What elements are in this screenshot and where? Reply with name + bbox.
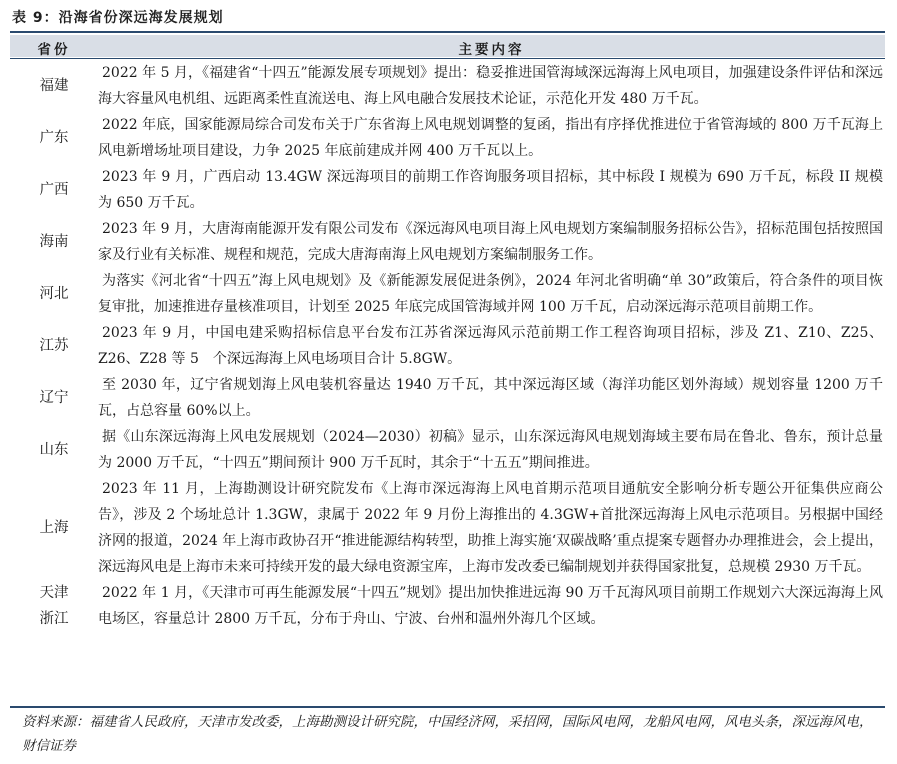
header-rule: [10, 58, 885, 59]
province-name: 天津: [39, 585, 69, 601]
province-cell: [10, 164, 98, 216]
province-name: 海南: [39, 234, 69, 250]
table-row-liaoning: [10, 372, 885, 424]
content-cell: 为落实《河北省“十四五”海上风电规划》及《新能源发展促进条例》，2024 年河北省明确“单 30”政策后，符合条件的项目恢复审批，加速推进存量核准项目，计划至 2025 年底完成国管海域并网 100 万千瓦，启动深远海示范项目前期工作。: [98, 273, 883, 315]
province-name: 辽宁: [39, 390, 69, 406]
content-cell: 2022 年底，国家能源局综合司发布关于广东省海上风电规划调整的复函，指出有序择优推进位于省管海域的 800 万千瓦海上风电新增场址项目建设，力争 2025 年底前建成并网 400 万千瓦以上。: [98, 117, 883, 159]
province-name: 广东: [39, 130, 69, 146]
content-cell: 2023 年 9 月，中国电建采购招标信息平台发布江苏省深远海风示范前期工作工程咨询项目招标，涉及 Z1、Z10、Z25、Z26、Z28 等 5 个深远海海上风电场项目合计 5.8GW。: [98, 325, 883, 367]
table-title: 表 9：沿海省份深远海发展规划: [12, 10, 224, 26]
header-province: 省份: [37, 42, 71, 58]
table-row-jiangsu: [10, 320, 885, 372]
table-row-fujian: [10, 60, 885, 112]
content-cell: 2022 年 1 月，《天津市可再生能源发展“十四五”规划》提出加快推进远海 90 万千瓦海风项目前期工作规划六大深远海海上风电场区，容量总计 2800 万千瓦，分布于舟山、宁波、台州和温州外海几个区域。: [98, 585, 883, 627]
content-cell: 据《山东深远海海上风电发展规划（2024—2030）初稿》显示，山东深远海风电规划海域主要布局在鲁北、鲁东，预计总量为 2000 万千瓦，“十四五”期间预计 900 万千瓦时，其余于“十五五”期间推进。: [98, 429, 883, 471]
province-cell: [10, 216, 98, 268]
table-row-guangxi: [10, 164, 885, 216]
table-bottom-rule: [10, 706, 885, 708]
province-cell: [10, 580, 98, 632]
table-top-rule: [10, 31, 885, 33]
content-cell: 至 2030 年，辽宁省规划海上风电装机容量达 1940 万千瓦，其中深远海区域（海洋功能区划外海域）规划容量 1200 万千瓦，占总容量 60%以上。: [98, 377, 883, 419]
province-name: 福建: [39, 78, 69, 94]
province-name: 上海: [39, 520, 69, 536]
content-cell: 2022 年 5 月，《福建省“十四五”能源发展专项规划》提出：稳妥推进国管海域深远海海上风电项目，加强建设条件评估和深远海大容量风电机组、远距离柔性直流送电、海上风电融合发展技术论证，示范化开发 480 万千瓦。: [98, 65, 883, 107]
province-name: 江苏: [39, 338, 69, 354]
province-cell: [10, 268, 98, 320]
table-header: [10, 35, 885, 57]
table-row-guangdong: [10, 112, 885, 164]
content-cell: 2023 年 9 月，大唐海南能源开发有限公司发布《深远海风电项目海上风电规划方案编制服务招标公告》，招标范围包括按照国家及行业有关标准、规程和规范，完成大唐海南海上风电规划方案编制服务工作。: [98, 221, 883, 263]
province-cell: [10, 476, 98, 580]
header-content: 主要内容: [458, 42, 525, 58]
content-cell: 2023 年 9 月，广西启动 13.4GW 深远海项目的前期工作咨询服务项目招标，其中标段 I 规模为 690 万千瓦，标段 II 规模为 650 万千瓦。: [98, 169, 883, 211]
province-cell: [10, 112, 98, 164]
province-cell: [10, 372, 98, 424]
province-cell: [10, 60, 98, 112]
province-name: 山东: [39, 442, 69, 458]
province-name: 广西: [39, 182, 69, 198]
table-row-tianjin-zhejiang: [10, 580, 885, 632]
table-row-shandong: [10, 424, 885, 476]
content-cell: 2023 年 11 月，上海勘测设计研究院发布《上海市深远海海上风电首期示范项目通航安全影响分析专题公开征集供应商公告》，涉及 2 个场址总计 1.3GW，隶属于 2022 年 9 月份上海推出的 4.3GW+首批深远海海上风电示范项目。另根据中国经济网的报道，2024 年上海市政协召开“推进能源结构转型，助推上海实施‘双碳战略’重点提案专题督办办理推进会，会上提出，深远海风电是上海市未来可持续开发的最大绿电资源宝库，上海市发改委已编制规划并获得国家批复，总规模 2930 万千瓦。: [98, 481, 883, 575]
source-note: 资料来源：福建省人民政府，天津市发改委，上海勘测设计研究院，中国经济网，采招网，国际风电网，龙船风电网，风电头条，深远海风电，财信证券: [22, 714, 873, 754]
table-body: [10, 60, 885, 632]
province-name: 河北: [39, 286, 69, 302]
province-cell: [10, 320, 98, 372]
table-row-shanghai: [10, 476, 885, 580]
province-cell: [10, 424, 98, 476]
table-row-hebei: [10, 268, 885, 320]
province-name: 浙江: [39, 611, 69, 627]
table-row-hainan: [10, 216, 885, 268]
